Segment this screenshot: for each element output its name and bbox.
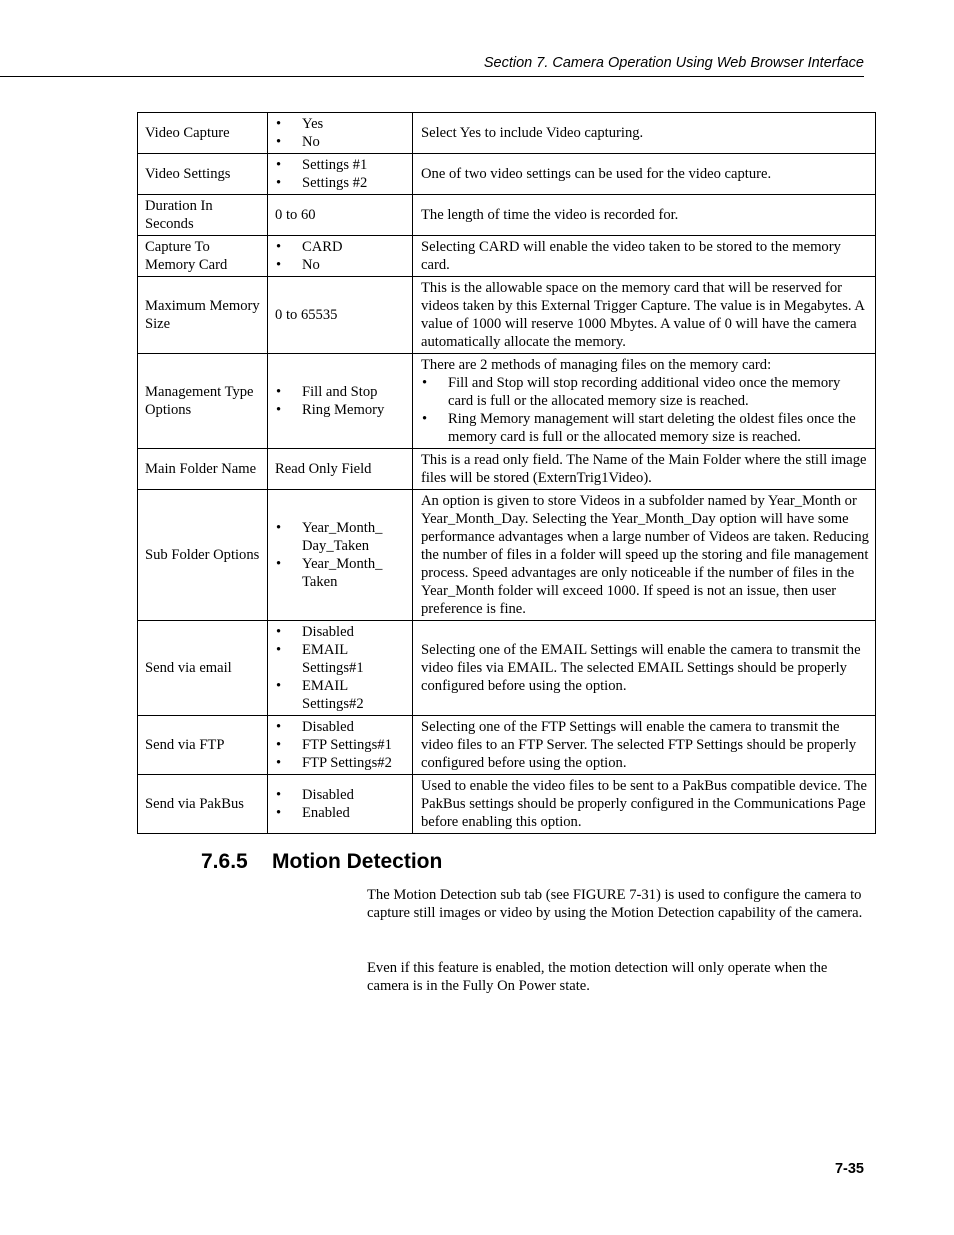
param-options: [268, 490, 413, 621]
table-row: [138, 621, 876, 716]
option-item: • Year_Month_ Taken: [275, 555, 405, 591]
table-row: [138, 449, 876, 490]
option-item: • FTP Settings#1: [275, 736, 405, 754]
section-heading: [201, 850, 442, 874]
option-item: • Year_Month_ Day_Taken: [275, 519, 405, 555]
param-options: [268, 154, 413, 195]
param-description: The length of time the video is recorded for.: [413, 195, 876, 236]
param-name: Sub Folder Options: [138, 490, 268, 621]
table-row: [138, 154, 876, 195]
page-number: 7-35: [834, 1161, 864, 1177]
table-row: [138, 277, 876, 354]
option-item: • EMAIL Settings#2: [275, 677, 405, 713]
parameter-table: [137, 112, 876, 834]
param-description: An option is given to store Videos in a subfolder named by Year_Month or Year_Month_Day. Selecting the Year_Month_Day option will have some performance advantages when a large number of Videos are taken. Reducing the number of files in a folder will speed up the storing and file management process. Speed advantages are only noticeable if the number of files in the Year_Month folder will exceed 1000. If speed is not an issue, then user preference is fine.: [413, 490, 876, 621]
table-row: [138, 236, 876, 277]
description-item: • Fill and Stop will stop recording additional video once the memory card is full or the allocated memory size is reached.: [421, 374, 869, 410]
param-options: [268, 621, 413, 716]
param-name: Send via PakBus: [138, 775, 268, 834]
param-name: Video Settings: [138, 154, 268, 195]
running-header: Section 7. Camera Operation Using Web Browser Interface: [483, 55, 864, 71]
section-title: Motion Detection: [272, 850, 443, 873]
param-name: Main Folder Name: [138, 449, 268, 490]
table-row: [138, 195, 876, 236]
param-name: Maximum Memory Size: [138, 277, 268, 354]
option-item: • FTP Settings#2: [275, 754, 405, 772]
option-item: • Disabled: [275, 718, 405, 736]
param-description: Selecting CARD will enable the video taken to be stored to the memory card.: [413, 236, 876, 277]
option-item: • No: [275, 133, 405, 151]
table-row: [138, 716, 876, 775]
param-name: Send via FTP: [138, 716, 268, 775]
param-options: [268, 354, 413, 449]
param-description: Used to enable the video files to be sent to a PakBus compatible device. The PakBus settings should be properly configured in the Communications Page before enabling this option.: [413, 775, 876, 834]
param-description: Select Yes to include Video capturing.: [413, 113, 876, 154]
param-options: [268, 113, 413, 154]
param-value: Read Only Field: [268, 449, 413, 490]
description-item: • Ring Memory management will start deleting the oldest files once the memory card is full or the allocated memory size is reached.: [421, 410, 869, 446]
param-description: Selecting one of the FTP Settings will enable the camera to transmit the video files to an FTP Server. The selected FTP Settings should be properly configured before using the option.: [413, 716, 876, 775]
option-item: • Fill and Stop: [275, 383, 405, 401]
option-item: • Disabled: [275, 786, 405, 804]
option-item: • EMAIL Settings#1: [275, 641, 405, 677]
param-options: [268, 236, 413, 277]
param-name: Duration In Seconds: [138, 195, 268, 236]
table-row: [138, 775, 876, 834]
body-paragraph: Even if this feature is enabled, the motion detection will only operate when the camera is in the Fully On Power state.: [367, 960, 828, 994]
option-item: • Settings #2: [275, 174, 405, 192]
table-row: [138, 490, 876, 621]
param-description: This is the allowable space on the memory card that will be reserved for videos taken by this External Trigger Capture. The value is in Megabytes. A value of 1000 will reserve 1000 Mbytes. A value of 0 will have the camera automatically allocate the memory.: [413, 277, 876, 354]
param-options: [268, 775, 413, 834]
option-item: • Ring Memory: [275, 401, 405, 419]
body-paragraph: The Motion Detection sub tab (see FIGURE 7-31) is used to configure the camera to capture still images or video by using the Motion Detection capability of the camera.: [367, 887, 863, 921]
param-description: One of two video settings can be used for the video capture.: [413, 154, 876, 195]
param-description: This is a read only field. The Name of the Main Folder where the still image files will be stored (ExternTrig1Video).: [413, 449, 876, 490]
table-row: [138, 113, 876, 154]
param-name: Send via email: [138, 621, 268, 716]
description-intro: There are 2 methods of managing files on the memory card:: [421, 357, 772, 373]
param-value: 0 to 60: [268, 195, 413, 236]
param-description: Selecting one of the EMAIL Settings will enable the camera to transmit the video files via EMAIL. The selected EMAIL Settings should be properly configured before using the option.: [413, 621, 876, 716]
param-name: Video Capture: [138, 113, 268, 154]
option-item: • Enabled: [275, 804, 405, 822]
option-item: • No: [275, 256, 405, 274]
param-name: Capture To Memory Card: [138, 236, 268, 277]
param-value: 0 to 65535: [268, 277, 413, 354]
param-name: Management Type Options: [138, 354, 268, 449]
option-item: • CARD: [275, 238, 405, 256]
header-rule: [0, 76, 864, 77]
option-item: • Settings #1: [275, 156, 405, 174]
param-description: [413, 354, 876, 449]
param-options: [268, 716, 413, 775]
option-item: • Disabled: [275, 623, 405, 641]
table-row: [138, 354, 876, 449]
section-number: 7.6.5: [201, 850, 248, 873]
option-item: • Yes: [275, 115, 405, 133]
